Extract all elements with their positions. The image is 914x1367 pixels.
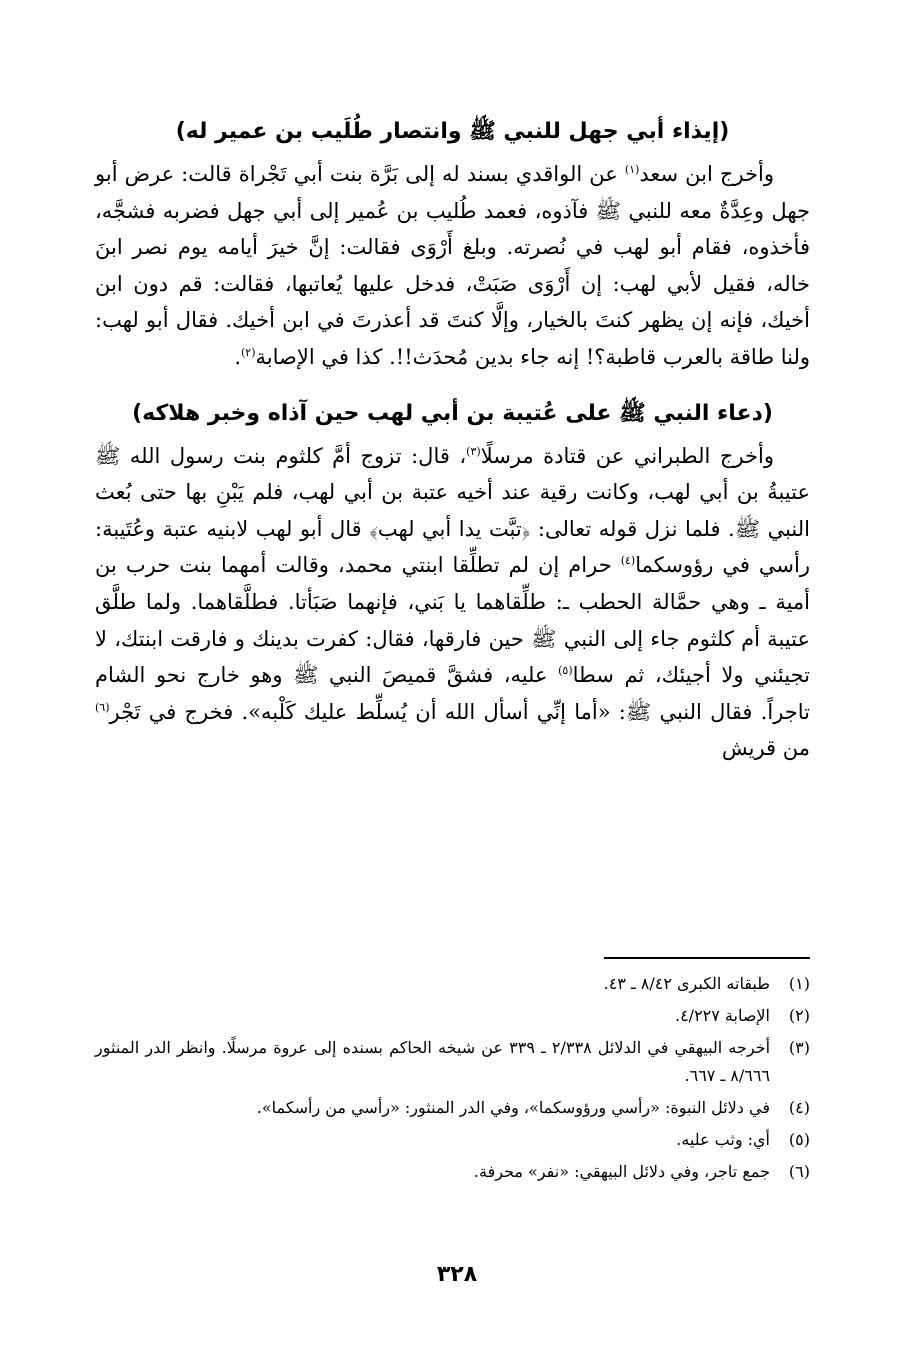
footnote-ref-6[interactable]: (٦) bbox=[95, 700, 110, 714]
paragraph-2-text-a: وأخرج الطبراني عن قتادة مرسلًا bbox=[480, 443, 774, 468]
footnote-ref-2[interactable]: (٢) bbox=[241, 345, 256, 359]
paragraph-2-text-b: ، قال: تزوج أمَّ كلثوم بنت رسول الله ﷺ عتيبةُ بن أبي لهب، وكانت رقية عند أخيه عتبة بن أبي لهب، فلم يَبْنِ بها حتى بُعث النبي ﷺ. فلما نزل قوله تعالى: ﴿تبَّت يدا أبي لهب﴾ قال أبو لهب لابنيه عتبة وعُتَيبة: رأسي في رؤوسكما bbox=[95, 443, 810, 578]
page-number: ٣٢٨ bbox=[436, 1262, 478, 1287]
footnote-ref-1[interactable]: (١) bbox=[624, 163, 640, 176]
footnote-item bbox=[95, 1094, 810, 1122]
paragraph-2-text-c: حرام إن لم تطلِّقا ابنتي محمد، وقالت أمهما بنت حرب بن أمية ـ وهي حمَّالة الحطب ـ: طلِّقاهما يا بَني، فإنهما صَبَأتا. فطلَّقاهما. ولما طلَّق عتيبة أم كلثوم جاء إلى النبي ﷺ حين فارقها، فقال: كفرت بدينك و فارقت ابنتك، لا تجيئني ولا أجيئك، ثم سطا bbox=[95, 553, 810, 688]
footnote-text: أخرجه البيهقي في الدلائل ٢/٣٣٨ ـ ٣٣٩ عن شيخه الحاكم بسنده إلى عروة مرسلًا. وانظر الدر المنثور ٨/٦٦٦ ـ ٦٦٧. bbox=[95, 1038, 771, 1085]
footnote-number: (٦) bbox=[788, 1162, 810, 1181]
paragraph-1-text-a: وأخرج ابن سعد bbox=[639, 162, 774, 186]
footnote-item bbox=[95, 1126, 810, 1154]
footnote-text: في دلائل النبوة: «رأسي ورؤوسكما»، وفي الدر المنثور: «رأسي من رأسكما». bbox=[256, 1098, 770, 1117]
footnote-text: طبقاته الكبرى ٨/٤٢ ـ ٤٣. bbox=[603, 974, 770, 993]
footnote-item bbox=[95, 1002, 810, 1030]
paragraph-1-text-b: عن الواقدي بسند له إلى بَرَّة بنت أبي تَجْراة قالت: عرض أبو جهل وعِدَّةٌ معه للنبي ﷺ فآذوه، فعمد طُليب بن عُمير إلى أبي جهل فضربه فشجَّه، فأخذوه، فقام أبو لهب في نُصرته. وبلغ أَرْوَى فقالت: إنَّ خيرَ أيامه يوم نصر ابنَ خاله، فقيل لأبي لهب: إن أَرْوَى صَبَتْ، فدخل عليها يُعاتبها، فقالت: قم دون ابن أخيك، فإنه إن يظهر كنتَ بالخيار، وإلَّا كنتَ قد أعذرتَ في ابن أخيك. فقال أبو لهب: ولنا طاقة بالعرب قاطبة؟! إنه جاء بدين مُحدَث!!. كذا في الإصابة bbox=[95, 162, 810, 369]
footnotes bbox=[95, 970, 810, 1190]
footnote-separator bbox=[604, 957, 810, 959]
footnote-item bbox=[95, 1158, 810, 1186]
paragraph-2-text-e: من قريش bbox=[721, 736, 810, 761]
paragraph-2 bbox=[95, 438, 810, 767]
footnote-text: الإصابة ٤/٢٢٧. bbox=[674, 1006, 770, 1025]
footnote-item bbox=[95, 970, 810, 998]
footnote-ref-5[interactable]: (٥) bbox=[558, 664, 573, 678]
footnote-number: (٣) bbox=[788, 1038, 810, 1057]
footnote-number: (١) bbox=[788, 974, 810, 993]
footnote-ref-3[interactable]: (٣) bbox=[466, 444, 481, 458]
paragraph-1 bbox=[95, 156, 810, 376]
footnote-number: (٢) bbox=[788, 1006, 810, 1025]
page-body bbox=[95, 112, 810, 767]
footnote-item bbox=[95, 1034, 810, 1090]
footnote-ref-4[interactable]: (٤) bbox=[620, 554, 636, 568]
footnote-number: (٤) bbox=[788, 1098, 810, 1117]
paragraph-2-text-d: عليه، فشقَّ قميصَ النبي ﷺ وهو خارج نحو الشام تاجراً. فقال النبي ﷺ: «أما إنِّي أسأل الله أن يُسلِّط عليك كَلْبه». فخرج في تَجْر bbox=[95, 663, 811, 724]
paragraph-1-text-c: . bbox=[234, 344, 241, 369]
section-heading-2: (دعاء النبي ﷺ على عُتيبة بن أبي لهب حين آذاه وخبر هلاكه) bbox=[132, 400, 773, 426]
footnote-text: جمع تاجر، وفي دلائل البيهقي: «نفر» محرفة. bbox=[473, 1162, 770, 1181]
footnote-number: (٥) bbox=[788, 1130, 810, 1149]
section-heading-1: (إيذاء أبي جهل للنبي ﷺ وانتصار طُلَيب بن عمير له) bbox=[175, 119, 730, 144]
footnote-text: أي: وثب عليه. bbox=[676, 1130, 770, 1149]
